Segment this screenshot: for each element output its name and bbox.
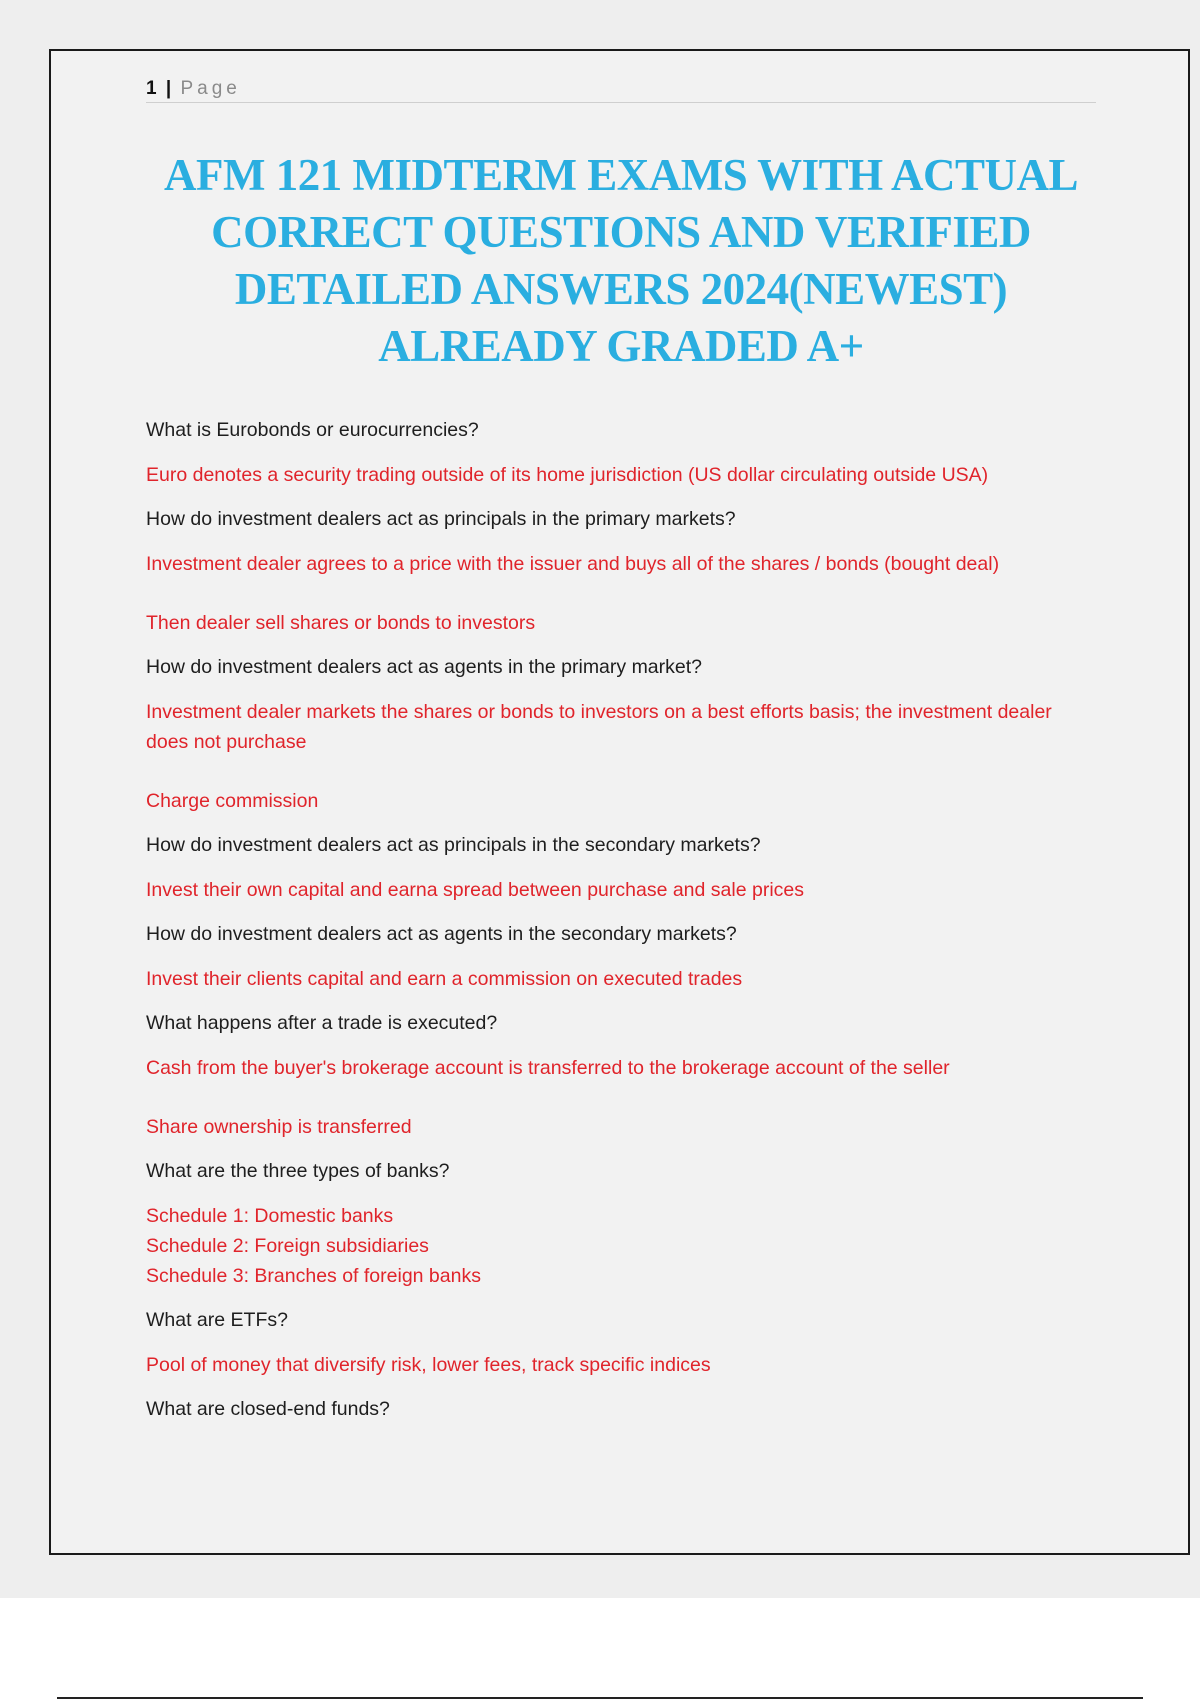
qa-list	[146, 415, 1096, 1439]
question-1: What is Eurobonds or eurocurrencies?	[146, 419, 479, 441]
answer-7-line-2: Schedule 2: Foreign subsidiaries	[146, 1235, 429, 1257]
question-9: What are closed-end funds?	[146, 1398, 390, 1420]
answer-6-line-2: Share ownership is transferred	[146, 1116, 412, 1138]
answer-7-line-1: Schedule 1: Domestic banks	[146, 1205, 394, 1227]
answer-2-line-2: Then dealer sell shares or bonds to investors	[146, 612, 536, 634]
answer-5: Invest their clients capital and earn a commission on executed trades	[146, 968, 743, 990]
answer-6-line-1: Cash from the buyer's brokerage account is transferred to the brokerage account of the seller	[146, 1057, 950, 1079]
question-6: What happens after a trade is executed?	[146, 1012, 498, 1034]
document-page	[49, 49, 1190, 1555]
next-page-top-rule	[57, 1697, 1143, 1699]
question-3: How do investment dealers act as agents in the primary market?	[146, 656, 703, 678]
answer-8: Pool of money that diversify risk, lower fees, track specific indices	[146, 1354, 711, 1376]
answer-2-line-1: Investment dealer agrees to a price with the issuer and buys all of the shares / bonds (bought deal)	[146, 553, 1000, 575]
page-header	[146, 76, 1096, 103]
answer-7-line-3: Schedule 3: Branches of foreign banks	[146, 1265, 481, 1287]
page-header-word: Page	[180, 78, 241, 99]
question-7: What are the three types of banks?	[146, 1160, 450, 1182]
document-title: AFM 121 MIDTERM EXAMS WITH ACTUAL CORRECT QUESTIONS AND VERIFIED DETAILED ANSWERS 2024(NEWEST) ALREADY GRADED A+	[164, 150, 1078, 371]
question-2: How do investment dealers act as principals in the primary markets?	[146, 508, 736, 530]
question-8: What are ETFs?	[146, 1309, 288, 1331]
page-header-separator: |	[165, 78, 172, 99]
page-number: 1	[146, 78, 157, 99]
answer-3-line-1: Investment dealer markets the shares or bonds to investors on a best efforts basis; the investment dealer does not purchase	[146, 701, 1052, 753]
question-4: How do investment dealers act as principals in the secondary markets?	[146, 834, 761, 856]
answer-1: Euro denotes a security trading outside of its home jurisdiction (US dollar circulating outside USA)	[146, 464, 989, 486]
answer-3-line-2: Charge commission	[146, 790, 319, 812]
question-5: How do investment dealers act as agents in the secondary markets?	[146, 923, 737, 945]
answer-4: Invest their own capital and earna spread between purchase and sale prices	[146, 879, 804, 901]
